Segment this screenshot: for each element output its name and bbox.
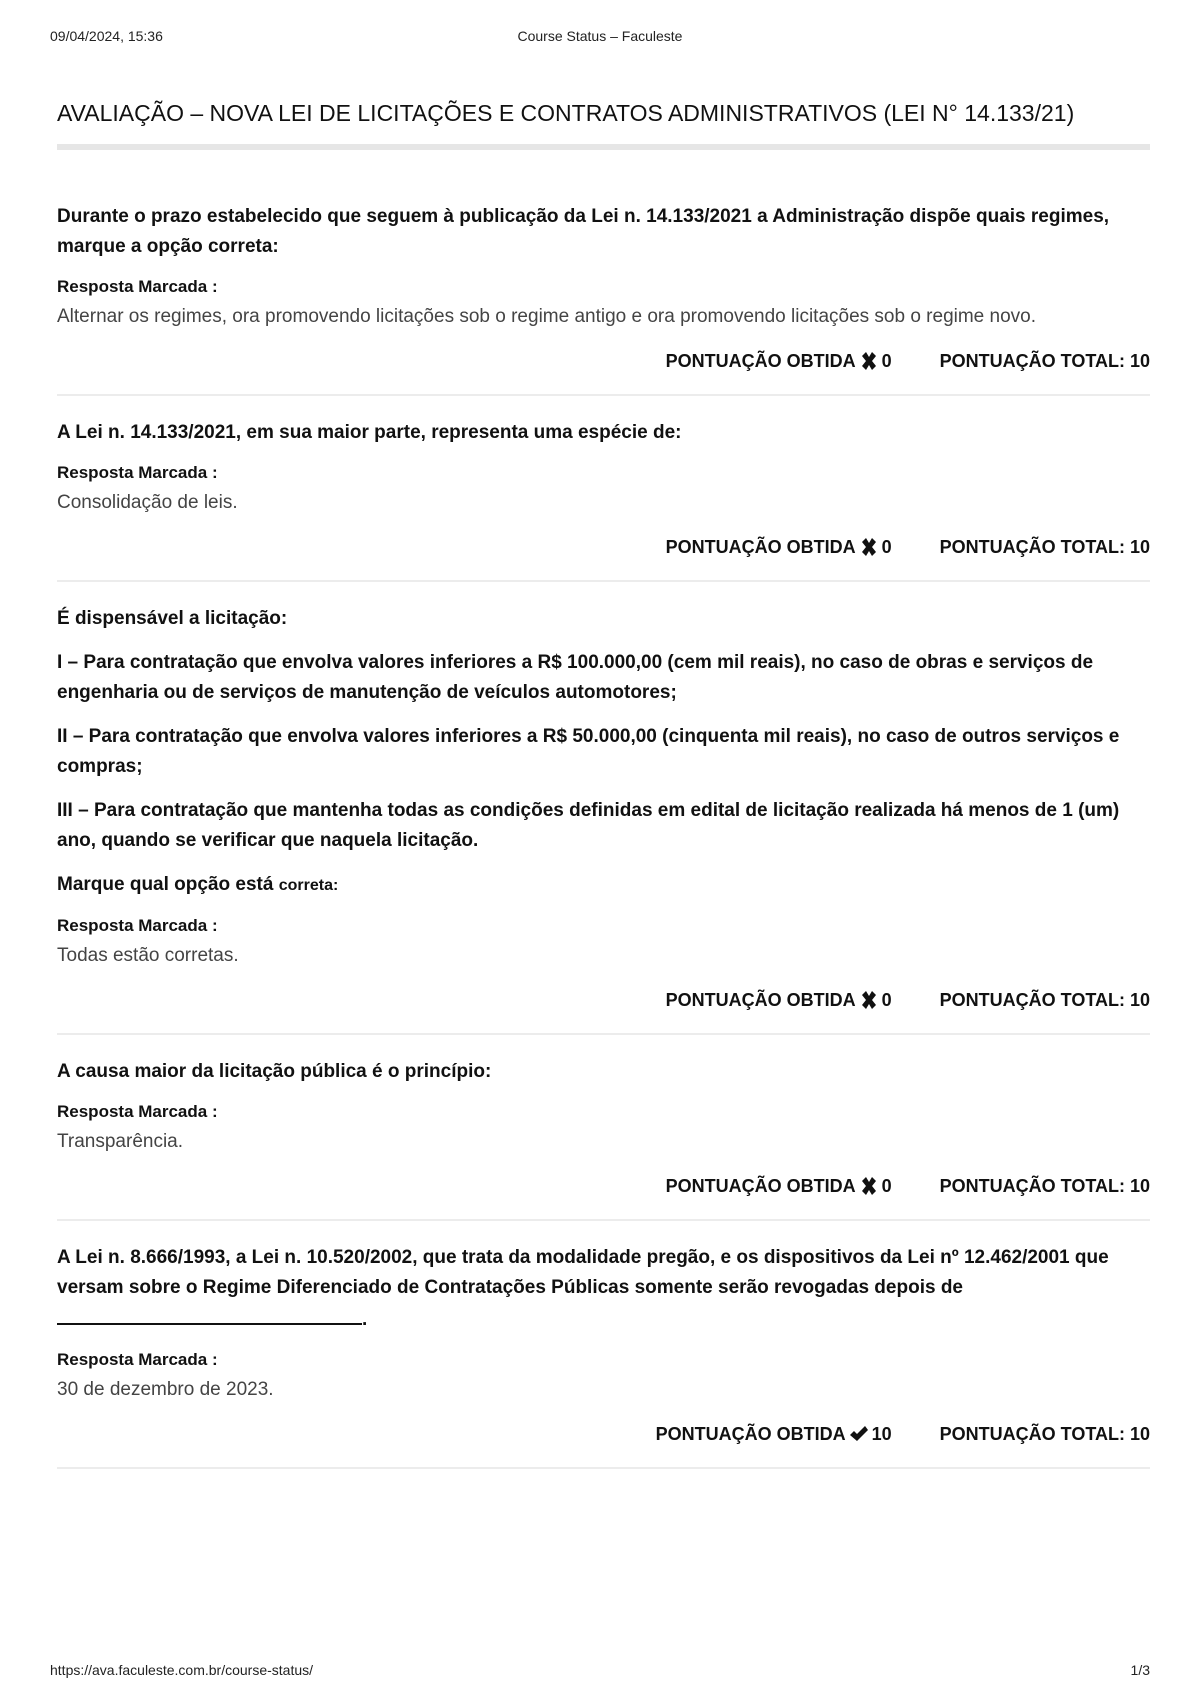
question-prompt: A Lei n. 14.133/2021, em sua maior parte, representa uma espécie de: xyxy=(57,422,682,443)
check-icon xyxy=(848,1424,870,1444)
score-row xyxy=(57,985,1150,1015)
question-divider xyxy=(57,394,1150,396)
question-prompt: É dispensável a licitação: xyxy=(57,608,288,629)
answer-label: Resposta Marcada : xyxy=(57,916,218,935)
answer-text: Consolidação de leis. xyxy=(57,492,238,513)
question-instruction-small: correta: xyxy=(278,877,339,894)
answer-label: Resposta Marcada : xyxy=(57,1102,218,1121)
score-obtained xyxy=(666,990,892,1011)
question-divider xyxy=(57,580,1150,582)
score-total: PONTUAÇÃO TOTAL: 10 xyxy=(939,1175,1150,1196)
print-doc-title: Course Status – Faculeste xyxy=(517,28,683,44)
score-total: PONTUAÇÃO TOTAL: 10 xyxy=(939,1423,1150,1444)
score-obtained-label: PONTUAÇÃO OBTIDA xyxy=(665,989,856,1010)
question-item-3: III – Para contratação que mantenha todas as condições definidas em edital de licitação realizada há menos de 1 (um) ano, quando se verificar que naquela licitação. xyxy=(57,800,1120,851)
score-total: PONTUAÇÃO TOTAL: 10 xyxy=(939,989,1150,1010)
question-divider xyxy=(57,1033,1150,1035)
x-icon xyxy=(858,537,880,557)
score-row xyxy=(57,346,1150,376)
question-prompt: A causa maior da licitação pública é o princípio: xyxy=(57,1061,492,1082)
fill-in-blank xyxy=(57,1303,362,1325)
answer-label: Resposta Marcada : xyxy=(57,1350,218,1369)
page-number: 1/3 xyxy=(1130,1662,1150,1678)
score-obtained-label: PONTUAÇÃO OBTIDA xyxy=(665,536,856,557)
question-divider xyxy=(57,1219,1150,1221)
print-datetime: 09/04/2024, 15:36 xyxy=(50,28,163,44)
answer-text: 30 de dezembro de 2023. xyxy=(57,1379,274,1400)
score-obtained xyxy=(666,537,892,558)
question-item-1: I – Para contratação que envolva valores inferiores a R$ 100.000,00 (cem mil reais), no caso de obras e serviços de engenharia ou de serviços de manutenção de veículos automotores; xyxy=(57,652,1094,703)
answer-text: Transparência. xyxy=(57,1131,184,1152)
question-2 xyxy=(57,418,1150,582)
score-total: PONTUAÇÃO TOTAL: 10 xyxy=(939,536,1150,557)
score-obtained xyxy=(666,351,892,372)
score-row xyxy=(57,1419,1150,1449)
question-instruction xyxy=(57,870,1150,901)
score-obtained-label: PONTUAÇÃO OBTIDA xyxy=(665,1175,856,1196)
score-obtained-label: PONTUAÇÃO OBTIDA xyxy=(655,1423,846,1444)
score-total: PONTUAÇÃO TOTAL: 10 xyxy=(939,350,1150,371)
title-divider xyxy=(57,144,1150,150)
score-obtained-value: 10 xyxy=(871,1423,892,1444)
x-icon xyxy=(858,990,880,1010)
page-title: AVALIAÇÃO – NOVA LEI DE LICITAÇÕES E CONTRATOS ADMINISTRATIVOS (LEI N° 14.133/21) xyxy=(57,100,1075,126)
question-instruction-main: Marque qual opção está xyxy=(57,874,274,895)
print-footer xyxy=(50,1662,1150,1682)
print-header xyxy=(50,28,1150,48)
question-1 xyxy=(57,202,1150,396)
score-obtained-value: 0 xyxy=(881,350,892,371)
main-content xyxy=(57,96,1150,1491)
question-prompt: A Lei n. 8.666/1993, a Lei n. 10.520/2002, que trata da modalidade pregão, e os dispositivos da Lei nº 12.462/2001 que versam sobre o Regime Diferenciado de Contratações Públicas somente serão revogadas depois de xyxy=(57,1247,1109,1298)
question-3 xyxy=(57,604,1150,1035)
score-obtained-value: 0 xyxy=(881,1175,892,1196)
question-4 xyxy=(57,1057,1150,1221)
x-icon xyxy=(858,1176,880,1196)
question-prompt-wrapper xyxy=(57,1243,1150,1335)
question-prompt-end: . xyxy=(362,1309,368,1330)
question-divider xyxy=(57,1467,1150,1469)
score-obtained xyxy=(666,1176,892,1197)
answer-text: Alternar os regimes, ora promovendo licitações sob o regime antigo e ora promovendo licitações sob o regime novo. xyxy=(57,306,1037,327)
x-icon xyxy=(858,351,880,371)
question-item-2: II – Para contratação que envolva valores inferiores a R$ 50.000,00 (cinquenta mil reais), no caso de outros serviços e compras; xyxy=(57,726,1120,777)
score-obtained-value: 0 xyxy=(881,989,892,1010)
score-obtained-value: 0 xyxy=(881,536,892,557)
score-obtained-label: PONTUAÇÃO OBTIDA xyxy=(665,350,856,371)
question-prompt: Durante o prazo estabelecido que seguem à publicação da Lei n. 14.133/2021 a Administração dispõe quais regimes, marque a opção correta: xyxy=(57,206,1110,257)
score-row xyxy=(57,532,1150,562)
answer-text: Todas estão corretas. xyxy=(57,945,239,966)
score-row xyxy=(57,1171,1150,1201)
print-url: https://ava.faculeste.com.br/course-status/ xyxy=(50,1662,314,1678)
question-5 xyxy=(57,1243,1150,1469)
answer-label: Resposta Marcada : xyxy=(57,463,218,482)
score-obtained xyxy=(656,1424,892,1445)
answer-label: Resposta Marcada : xyxy=(57,277,218,296)
